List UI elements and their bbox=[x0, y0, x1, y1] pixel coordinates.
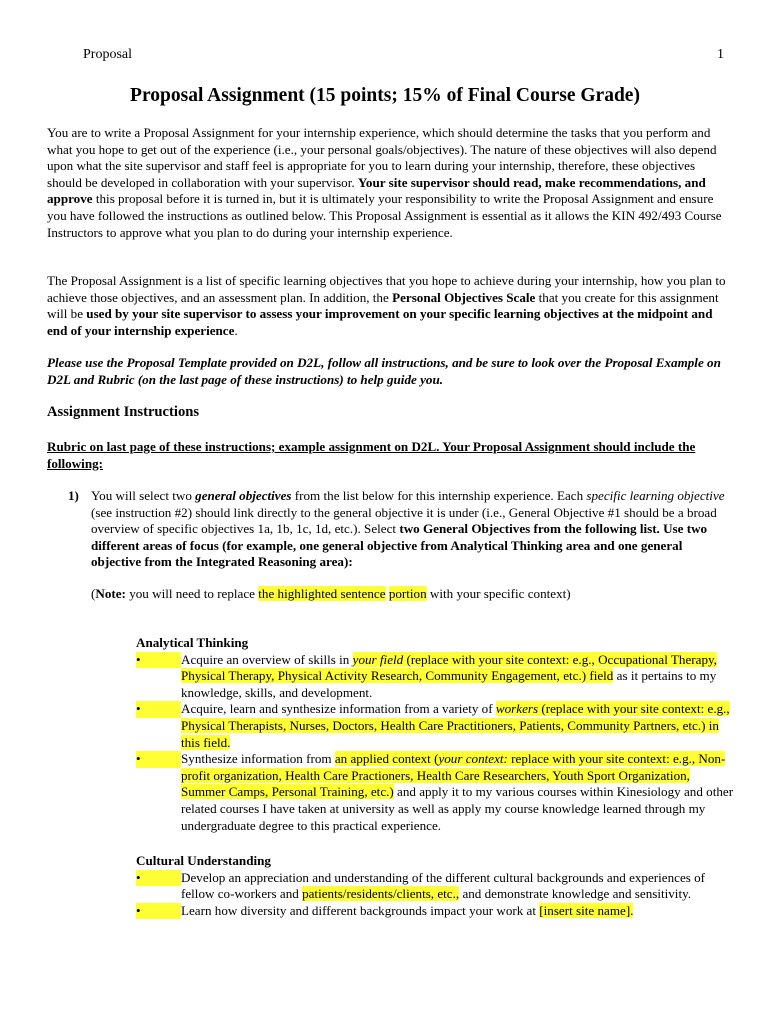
list-item: • Synthesize information from an applied context (your context: replace with your site context: e.g., Non-profit organization, Health Care Practioners, Health Care Researchers, Youth Sport Organization, Summer Camps, Personal Training, etc.) and apply it to my various courses within Kinesiology and other related courses I have taken at university as well as apply my course knowledge learned through my undergraduate degree to this practical experience. bbox=[136, 751, 734, 833]
list-item: • Acquire, learn and synthesize information from a variety of workers (replace with your site context: e.g., Physical Therapists, Nurses, Doctors, Health Care Practitioners, Patients, Community Partners, etc.) in this field. bbox=[136, 701, 730, 750]
header-label: Proposal bbox=[83, 47, 132, 62]
list-item: • Develop an appreciation and understanding of the different cultural backgrounds and experiences of fellow co-workers and patients/residents/clients, etc., and demonstrate knowledge and sensitivity. bbox=[136, 869, 706, 902]
list-item: • Acquire an overview of skills in your field (replace with your site context: e.g., Occupational Therapy, Physical Therapy, Physical Activity Research, Community Engagement, etc.) field as it pertains to my knowledge, skills, and development. bbox=[136, 651, 717, 700]
section-title: Analytical Thinking bbox=[136, 635, 249, 650]
analytical-thinking-section bbox=[136, 635, 736, 834]
page-header bbox=[83, 47, 724, 64]
bullet-icon: • bbox=[136, 870, 181, 887]
bullet-icon: • bbox=[136, 903, 181, 920]
page-number: 1 bbox=[717, 47, 724, 62]
document-title: Proposal Assignment (15 points; 15% of Final Course Grade) bbox=[130, 85, 640, 106]
bullet-icon: • bbox=[136, 652, 181, 669]
section-heading: Assignment Instructions bbox=[47, 404, 200, 420]
section-title: Cultural Understanding bbox=[136, 853, 271, 868]
list-item: • Learn how diversity and different backgrounds impact your work at [insert site name]. bbox=[136, 902, 634, 918]
bullet-icon: • bbox=[136, 751, 181, 768]
cultural-understanding-section bbox=[136, 853, 736, 919]
intro-paragraph: You are to write a Proposal Assignment for your internship experience, which should determine the tasks that you perform and what you hope to get out of the experience (i.e., your personal goals/objectives). The nature of these objectives will also depend upon what the site supervisor and staff feel is appropriate for you to learn during your internship, therefore, these objectives should be developed in collaboration with your supervisor. Your site supervisor should read, make recommendations, and approve this proposal before it is turned in, but it is ultimately your responsibility to write the Proposal Assignment and ensure you have followed the instructions as outlined below. This Proposal Assignment is essential as it allows the KIN 492/493 Course Instructors to approve what you plan to do during your internship experience. bbox=[47, 125, 722, 240]
template-instructions: Please use the Proposal Template provided on D2L, follow all instructions, and be sure to look over the Proposal Example on D2L and Rubric (on the last page of these instructions) to help guide you. bbox=[47, 355, 721, 387]
item-number: 1) bbox=[68, 488, 79, 503]
note-line: (Note: you will need to replace the highlighted sentence portion with your specific context) bbox=[91, 586, 571, 601]
bullet-icon: • bbox=[136, 701, 181, 718]
objectives-paragraph: The Proposal Assignment is a list of specific learning objectives that you hope to achieve during your internship, how you plan to achieve those objectives, and an assessment plan. In addition, the Personal Objectives Scale that you create for this assignment will be used by your site supervisor to assess your improvement on your specific learning objectives at the midpoint and end of your internship experience. bbox=[47, 273, 726, 338]
item-text: You will select two general objectives from the list below for this internship experience. Each specific learning objective (see instruction #2) should link directly to the general objective it is under (i.e., General Objective #1 should be a broad overview of specific objectives 1a, 1b, 1c, 1d, etc.). Select two General Objectives from the following list. Use two different areas of focus (for example, one general objective from Analytical Thinking area and one general objective from the Integrated Reasoning area): bbox=[91, 488, 725, 570]
rubric-line: Rubric on last page of these instructions; example assignment on D2L. Your Proposal Assignment should include the following: bbox=[47, 439, 696, 471]
